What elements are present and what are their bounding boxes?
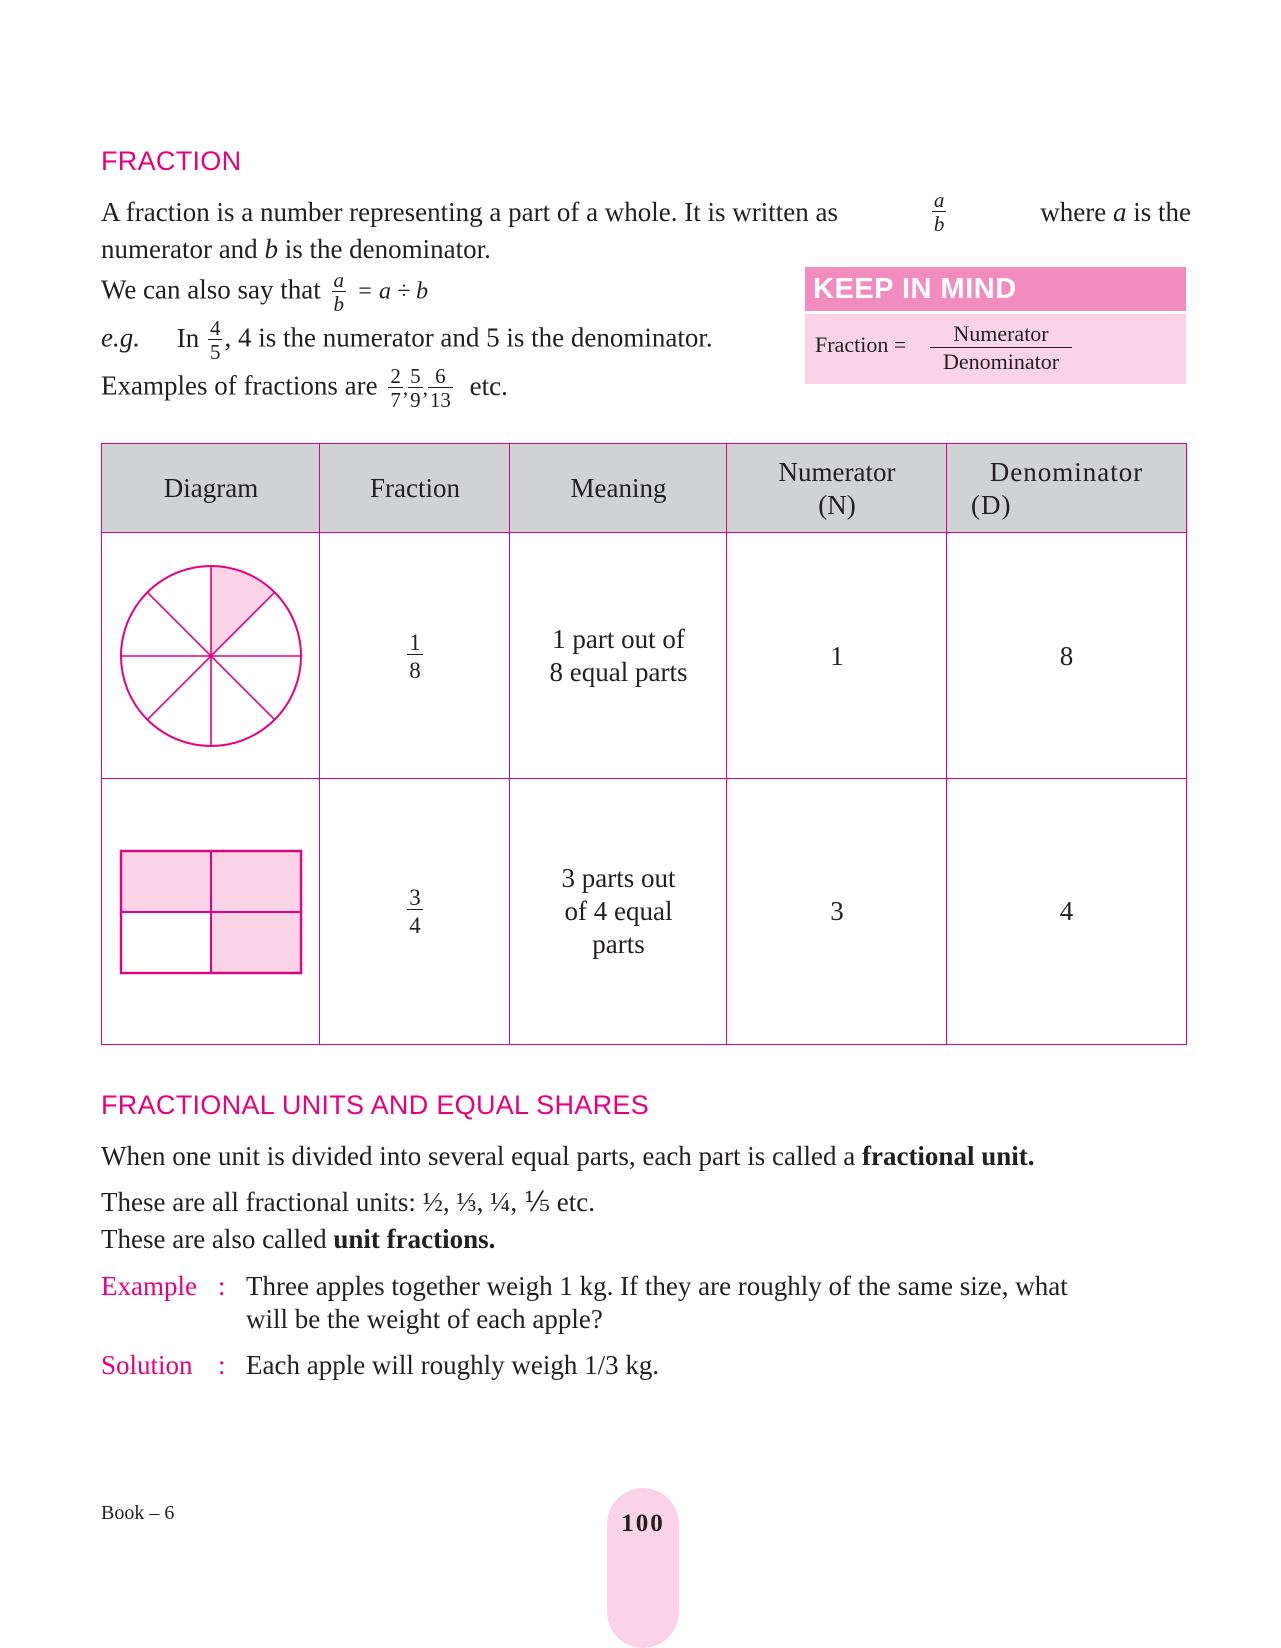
table-row-1-meaning: 1 part out of 8 equal parts <box>549 624 688 687</box>
example-fraction-6-13: $\frac{6}{13}$ <box>429 364 451 412</box>
also-say-fraction: $\frac{a}{b}$ <box>333 268 344 316</box>
table-row-1-numerator: 1 <box>830 640 844 671</box>
intro-frac-a: a <box>933 188 945 212</box>
shaded-quarter-1 <box>121 851 211 912</box>
example-label: Example <box>101 1271 197 1301</box>
rectangle-quarters-diagram <box>119 849 303 975</box>
examples-text: Examples of fractions are <box>101 370 378 401</box>
kim-fraction-label: Fraction = <box>815 332 907 357</box>
intro-line2: numerator and b is the denominator. <box>101 234 491 264</box>
intro-line1-text: A fraction is a number representing a part of a whole. It is written as <box>101 197 839 227</box>
keep-in-mind-box <box>805 314 1186 384</box>
intro-paragraph <box>101 190 1191 266</box>
footer-book-label: Book – 6 <box>101 1502 175 1524</box>
shaded-quarter-3 <box>211 912 301 973</box>
table-row-2-fraction: $\frac{3}{4}$ <box>409 885 421 938</box>
keep-in-mind-header: KEEP IN MIND <box>805 267 1186 311</box>
header-numerator: Numerator (N) <box>778 456 896 520</box>
fraction-table <box>101 443 1187 1045</box>
solution-colon: : <box>218 1350 226 1380</box>
kim-denominator: Denominator <box>942 349 1060 374</box>
fractional-units-list: These are all fractional units: ½, ⅓, ¼, ⅕ etc. <box>101 1187 596 1217</box>
section-title-fraction: FRACTION <box>101 146 242 176</box>
also-say-line: We can also say that $\frac{a}{b}$ = a ÷ b <box>101 268 429 316</box>
intro-where-clause: where a is the <box>1040 197 1191 227</box>
solution-text: Each apple will roughly weigh 1/3 kg. <box>246 1350 660 1380</box>
eg-fraction-4-5: $\frac{4}{5}$ <box>209 316 221 364</box>
header-meaning: Meaning <box>570 473 667 503</box>
example-fraction-5-9: $\frac{5}{9}$ <box>410 364 421 412</box>
table-row-1-fraction: $\frac{1}{8}$ <box>409 629 421 683</box>
intro-frac-b: b <box>933 212 945 236</box>
shaded-eighth <box>211 566 275 656</box>
table-row-2-numerator: 3 <box>830 896 844 926</box>
example-question: Three apples together weigh 1 kg. If they are roughly of the same size, what will be the weight of each apple? <box>246 1271 1068 1334</box>
header-denominator: Denominator (D) <box>971 456 1144 520</box>
example-fraction-2-7: $\frac{2}{7}$ <box>390 364 401 412</box>
section-title-fractional-units: FRACTIONAL UNITS AND EQUAL SHARES <box>101 1090 650 1120</box>
eg-in: In <box>176 322 200 353</box>
table-row-2-meaning: 3 parts out of 4 equal parts <box>561 863 676 959</box>
shaded-quarter-2 <box>211 851 301 912</box>
examples-line: Examples of fractions are $\frac{2}{7}$ , $\frac{5}{9}$ , $\frac{6}{13}$ etc. <box>101 364 508 412</box>
table-row-1-denominator: 8 <box>1059 640 1074 671</box>
page-number: 100 <box>621 1510 665 1537</box>
fractional-unit-definition: When one unit is divided into several equal parts, each part is called a fractional unit. <box>101 1141 1035 1171</box>
examples-etc: etc. <box>469 370 508 401</box>
circle-eighths-diagram <box>116 561 306 751</box>
table-row-2-diagram <box>102 779 320 1044</box>
eg-label: e.g. <box>101 322 140 353</box>
also-say-equation: = a ÷ b <box>356 278 429 305</box>
solution-label: Solution <box>101 1350 193 1380</box>
unit-fractions-term: unit fractions. <box>333 1224 496 1254</box>
table-row-2-denominator: 4 <box>1059 896 1074 926</box>
table-row-1-diagram <box>102 533 320 779</box>
unit-fractions-line: These are also called unit fractions. <box>101 1224 496 1254</box>
example-colon: : <box>218 1271 226 1301</box>
eg-text: , 4 is the numerator and 5 is the denominator. <box>224 322 713 353</box>
fractional-unit-term: fractional unit. <box>861 1141 1035 1171</box>
header-fraction: Fraction <box>370 473 460 503</box>
kim-fraction <box>930 320 1072 375</box>
header-diagram: Diagram <box>163 473 259 503</box>
example-line <box>101 318 713 363</box>
kim-numerator: Numerator <box>930 320 1072 348</box>
intro-fraction-a-b <box>932 190 947 235</box>
